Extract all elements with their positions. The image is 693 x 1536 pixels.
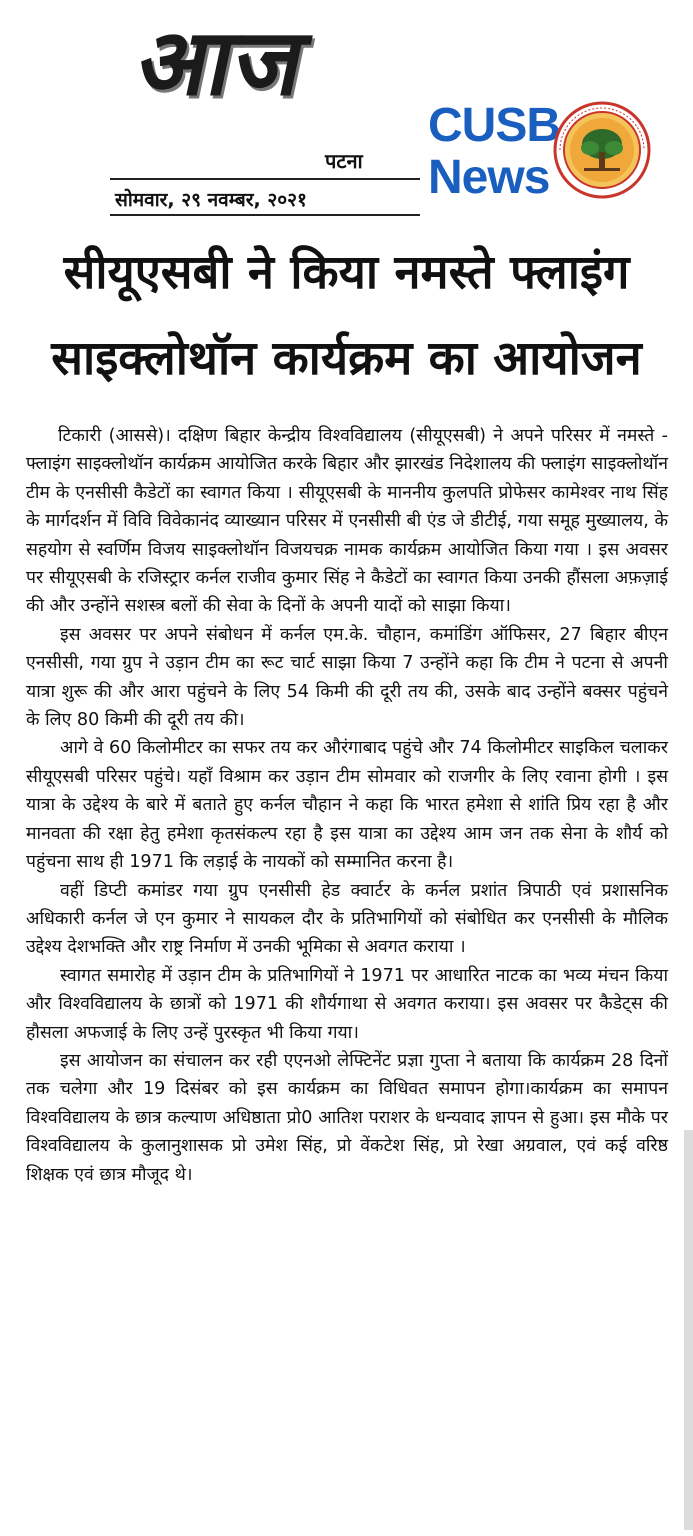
article-body — [26, 422, 668, 1189]
headline-line-2: साइक्लोथॉन कार्यक्रम का आयोजन — [51, 331, 642, 386]
masthead-divider-bottom — [110, 214, 420, 216]
article-paragraph: वहीं डिप्टी कमांडर गया ग्रुप एनसीसी हेड क्वार्टर के कर्नल प्रशांत त्रिपाठी एवं प्रशासनिक अधिकारी कर्नल जे एन कुमार ने सायकल दौर के प्रतिभागियों को संबोधित कर एनसीसी के मौलिक उद्देश्य देशभक्ति और राष्ट्र निर्माण में उनकी भूमिका से अवगत कराया । — [26, 880, 668, 958]
article-paragraph: स्वागत समारोह में उड़ान टीम के प्रतिभागियों ने 1971 पर आधारित नाटक का भव्य मंचन किया और विश्वविद्यालय के छात्रों को 1971 की शौर्यगाथा से अवगत कराया। इस अवसर पर कैडेट्स की हौसला अफजाई के लिए उन्हें पुरस्कृत भी किया गया। — [26, 965, 668, 1043]
masthead-divider-top — [110, 178, 420, 180]
page-edge-shadow — [684, 1130, 693, 1530]
badge-line-news: News — [428, 151, 550, 204]
edition-date: सोमवार, २९ नवम्बर, २०२१ — [115, 189, 307, 211]
article-paragraph: टिकारी (आससे)। दक्षिण बिहार केन्द्रीय विश्वविद्यालय (सीयूएसबी) ने अपने परिसर में नमस्ते - फ्लाइंग साइक्लोथॉन कार्यक्रम आयोजित करके बिहार और झारखंड निदेशालय की फ्लाइंग साइक्लोथॉन टीम के एनसीसी कैडेटों का स्वागत किया । सीयूएसबी के माननीय कुलपति प्रोफेसर कामेश्वर नाथ सिंह के मार्गदर्शन में विवि विवेकानंद व्याख्यान परिसर में एनसीसी बी एंड जे डीटीई, गया समूह मुख्यालय, के सहयोग से स्वर्णिम विजय साइक्लोथॉन विजयचक्र नामक कार्यक्रम आयोजित किया गया । इस अवसर पर सीयूएसबी के रजिस्ट्रार कर्नल राजीव कुमार सिंह ने कैडेटों का स्वागत किया उनकी हौंसला अफ़ज़ाई की और उन्होंने सशस्त्र बलों की सेवा के दिनों के अपनी यादों को साझा किया। — [26, 426, 668, 617]
university-seal-icon — [552, 100, 652, 200]
badge-line-cusb: CUSB — [428, 99, 561, 152]
masthead — [100, 8, 430, 211]
edition-city: पटना — [325, 149, 363, 173]
cusb-news-badge — [428, 99, 561, 204]
article-paragraph: आगे वे 60 किलोमीटर का सफर तय कर औरंगाबाद पहुंचे और 74 किलोमीटर साइकिल चलाकर सीयूएसबी परिसर पहुंचे। यहाँ विश्राम कर उड़ान टीम सोमवार को राजगीर के लिए रवाना होगी । इस यात्रा के उद्देश्य के बारे में बताते हुए कर्नल चौहान ने कहा कि भारत हमेशा से शांति प्रिय रहा है और मानवता की रक्षा हेतु हमेशा कृतसंकल्प रहा है इस यात्रा का उद्देश्य आम जन तक सेना के शौर्य को पहुंचना साथ ही 1971 कि लड़ाई के नायकों को सम्मानित करना है। — [26, 738, 668, 873]
newspaper-logo: आज — [128, 9, 318, 116]
article-paragraph: इस अवसर पर अपने संबोधन में कर्नल एम.के. चौहान, कमांडिंग ऑफिसर, 27 बिहार बीएन एनसीसी, गया ग्रुप ने उड़ान टीम का रूट चार्ट साझा किया 7 उन्होंने कहा कि टीम ने पटना से अपनी यात्रा शुरू की और आरा पहुंचने के लिए 54 किमी की दूरी तय की, उसके बाद उन्होंने बक्सर पहुंचने के लिए 80 किमी की दूरी तय की। — [26, 624, 668, 731]
article-paragraph: इस आयोजन का संचालन कर रही एएनओ लेफ्टिनेंट प्रज्ञा गुप्ता ने बताया कि कार्यक्रम 28 दिनों तक चलेगा और 19 दिसंबर को इस कार्यक्रम का विधिवत समापन होगा।कार्यक्रम का समापन विश्वविद्यालय के छात्र कल्याण अधिष्ठाता प्रो0 आतिश पराशर के धन्यवाद ज्ञापन से हुआ। इस मौके पर विश्वविद्यालय के कुलानुशासक प्रो उमेश सिंह, प्रो वेंकटेश सिंह, प्रो रेखा अग्रवाल, एवं कई वरिष्ठ शिक्षक एवं छात्र मौजूद थे। — [26, 1050, 668, 1185]
headline-line-1: सीयूएसबी ने किया नमस्ते फ्लाइंग — [63, 245, 630, 300]
article-headline — [0, 230, 693, 402]
